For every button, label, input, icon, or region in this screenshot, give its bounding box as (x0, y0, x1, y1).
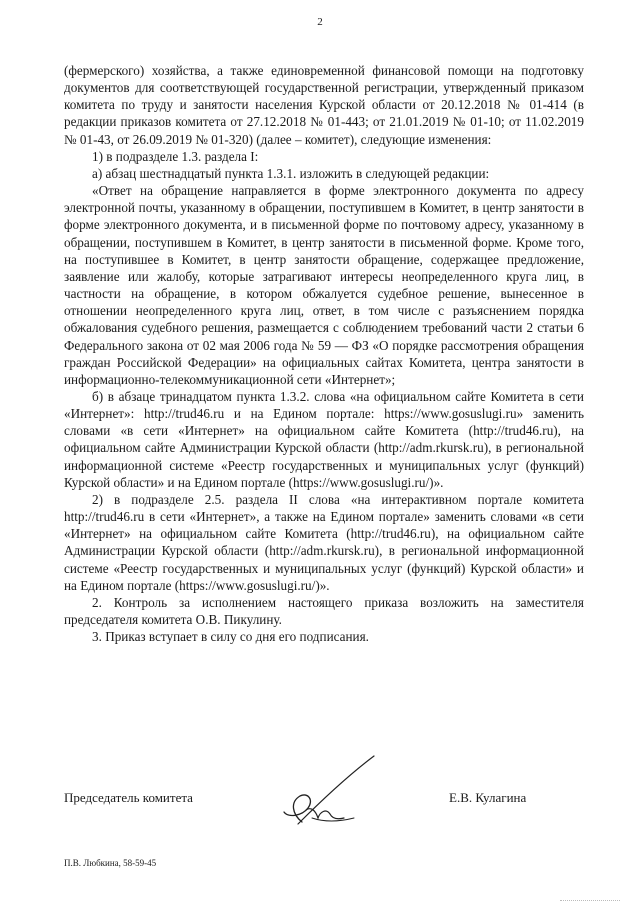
paragraph-item-2: 2) в подразделе 2.5. раздела II слова «на интерактивном портале комитета http://trud46.ru в сети «Интернет», а также на Едином портале» заменить словами «в сети «Интернет» на официальном сайте Комитета (http://trud46.ru), на официальном сайте Администрации Курской области (http://adm.rkursk.ru), в региональной информационной системе «Реестр государственных и муниципальных услуг (функций) Курской области» и на Едином портале (https://www.gosuslugi.ru/)». (64, 491, 584, 593)
paragraph-quote: «Ответ на обращение направляется в форме электронного документа по адресу электронной почты, указанному в обращении, поступившем в Комитет, в центр занятости в форме электронного документа, и в письменной форме по почтовому адресу, указанному в обращении, поступившем в Комитет, в центр занятости в письменной форме. Кроме того, на поступившее в Комитет, в центр занятости обращение, содержащее предложение, заявление или жалобу, которые затрагивают интересы неопределенного круга лиц, в частности на обращение, в котором обжалуется судебное решение, вынесенное в отношении неопределенного круга лиц, ответ, в том числе с разъяснением порядка обжалования судебного решения, размещается с соблюдением требований части 2 статьи 6 Федерального закона от 02 мая 2006 года № 59 — ФЗ «О порядке рассмотрения обращения граждан Российской Федерации» на официальных сайтах Комитета, центра занятости в информационно-телекоммуникационной сети «Интернет»; (64, 183, 584, 387)
paragraph-effect: 3. Приказ вступает в силу со дня его подписания. (92, 629, 369, 645)
executor-footer: П.В. Любкина, 58-59-45 (64, 858, 157, 868)
paragraph-item-b: б) в абзаце тринадцатом пункта 1.3.2. слова «на официальном сайте Комитета в сети «Интернет»: http://trud46.ru и на Едином портале: https://www.gosuslugi.ru» заменить словами «в сети «Интернет» на официальном сайте Комитета (http://trud46.ru), на официальном сайте Администрации Курской области (http://adm.rkursk.ru), в региональной информационной системе «Реестр государственных и муниципальных услуг (функций) Курской области» и на Едином портале (https://www.gosuslugi.ru/)». (64, 388, 584, 490)
paragraph-item-a: а) абзац шестнадцатый пункта 1.3.1. изложить в следующей редакции: (92, 165, 490, 181)
paragraph-intro: (фермерского) хозяйства, а также единовременной финансовой помощи на подготовку документов для соответствующей государственной регистрации, утвержденный приказом комитета по труду и занятости населения Курской области от 20.12.2018 № 01-414 (в редакции приказов комитета от 27.12.2018 № 01-443; от 21.01.2019 № 01-10; от 11.02.2019 № 01-43, от 26.09.2019 № 01-320) (далее – комитет), следующие изменения: (64, 63, 584, 147)
signatory-name: Е.В. Кулагина (449, 790, 527, 805)
paragraph-item-1: 1) в подразделе 1.3. раздела I: (92, 148, 259, 164)
signatory-title: Председатель комитета (64, 790, 193, 805)
paragraph-control: 2. Контроль за исполнением настоящего приказа возложить на заместителя председателя комитета О.В. Пикулину. (64, 594, 584, 627)
scan-artifact (560, 898, 620, 901)
document-body (64, 62, 584, 645)
handwritten-signature (262, 752, 382, 832)
page-number: 2 (317, 16, 323, 28)
